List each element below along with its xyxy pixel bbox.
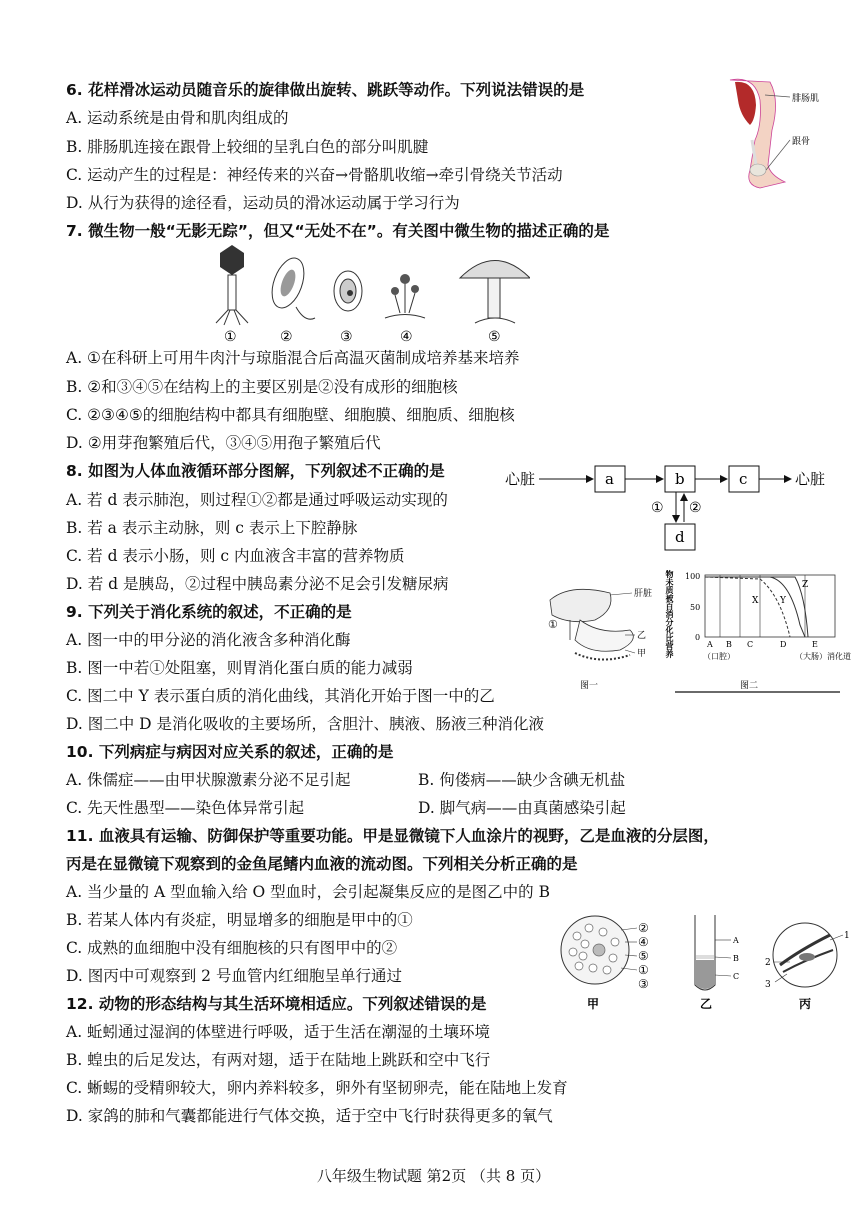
q6-option-c: C. 运动产生的过程是：神经传来的兴奋→骨骼肌收缩→牵引骨绕关节活动 — [66, 166, 563, 184]
q11-option-d: D. 图丙中可观察到 2 号血管内红细胞呈单行通过 — [66, 967, 402, 985]
q7-stem: 7. 微生物一般“无影无踪”，但又“无处不在”。有关图中微生物的描述正确的是 — [66, 222, 610, 240]
q11-stem-2: 丙是在显微镜下观察到的金鱼尾鳍内血液的流动图。下列相关分析正确的是 — [66, 855, 578, 873]
q8-option-a: A. 若 d 表示肺泡，则过程①②都是通过呼吸运动实现的 — [66, 491, 448, 509]
label-gastrocnemius: 腓肠肌 — [792, 93, 820, 103]
blood-num-5: ⑤ — [638, 949, 649, 963]
q11-option-b: B. 若某人体内有炎症，明显增多的细胞是甲中的① — [66, 911, 413, 929]
q6-option-d: D. 从行为获得的途径看，运动员的滑冰运动属于学习行为 — [66, 194, 460, 212]
box-b: b — [675, 470, 685, 488]
q11-option-a: A. 当少量的 A 型血输入给 O 型血时，会引起凝集反应的是图乙中的 B — [66, 883, 550, 901]
microbe-label-3: ③ — [340, 329, 353, 345]
q9-option-a: A. 图一中的甲分泌的消化液含多种消化酶 — [66, 631, 351, 649]
curve-z: Z — [802, 580, 809, 590]
fig2-cat-e: E — [812, 640, 818, 649]
q10-stem: 10. 下列病症与病因对应关系的叙述，正确的是 — [66, 743, 394, 761]
blood-yi-label: 乙 — [700, 997, 713, 1011]
q7-option-b: B. ②和③④⑤在结构上的主要区别是②没有成形的细胞核 — [66, 378, 458, 396]
microbe-label-5: ⑤ — [488, 329, 501, 345]
vessel-3: 3 — [765, 980, 771, 990]
fig2-caption: 图二 — [740, 681, 759, 691]
q8-option-c: C. 若 d 表示小肠，则 c 内血液含丰富的营养物质 — [66, 547, 405, 565]
q10-option-b: B. 佝偻病——缺少含碘无机盐 — [418, 771, 626, 789]
fig2-tick-100: 100 — [685, 572, 701, 581]
fig1-caption: 图一 — [580, 681, 599, 691]
fig1-one: ① — [548, 618, 558, 631]
blood-jia-label: 甲 — [587, 997, 600, 1011]
q10-option-c: C. 先天性愚型——染色体异常引起 — [66, 799, 305, 817]
fig2-colon: （大肠）消化道 — [795, 652, 851, 661]
q7-option-a: A. ①在科研上可用牛肉汁与琼脂混合后高温灭菌制成培养基来培养 — [66, 349, 520, 367]
vessel-1: 1 — [844, 931, 850, 941]
q12-option-d: D. 家鸽的肺和气囊都能进行气体交换，适于空中飞行时获得更多的氧气 — [66, 1107, 553, 1125]
circulation-diagram — [505, 462, 845, 557]
digestion-figures — [540, 565, 860, 700]
q10-option-a: A. 侏儒症——由甲状腺激素分泌不足引起 — [66, 771, 351, 789]
curve-x: X — [752, 596, 759, 606]
curve-y: Y — [780, 596, 786, 606]
fig2-cat-c: C — [747, 640, 754, 649]
heart-left-label: 心脏 — [505, 470, 536, 488]
q9-stem: 9. 下列关于消化系统的叙述，不正确的是 — [66, 603, 352, 621]
q8-option-b: B. 若 a 表示主动脉，则 c 表示上下腔静脉 — [66, 519, 358, 537]
blood-num-1: ① — [638, 963, 649, 977]
q8-option-d: D. 若 d 是胰岛，②过程中胰岛素分泌不足会引发糖尿病 — [66, 575, 449, 593]
q8-stem: 8. 如图为人体血液循环部分图解，下列叙述不正确的是 — [66, 462, 445, 480]
fig2-tick-0: 0 — [695, 633, 701, 642]
microbe-label-1: ① — [224, 329, 237, 345]
q6-option-b: B. 腓肠肌连接在跟骨上较细的呈乳白色的部分叫肌腱 — [66, 138, 429, 156]
process-2: ② — [689, 500, 702, 516]
q9-option-b: B. 图一中若①处阻塞，则胃消化蛋白质的能力减弱 — [66, 659, 413, 677]
box-d: d — [675, 528, 685, 546]
blood-num-4: ④ — [638, 935, 649, 949]
q12-option-a: A. 蚯蚓通过湿润的体壁进行呼吸，适于生活在潮湿的土壤环境 — [66, 1023, 491, 1041]
tube-b: B — [733, 954, 739, 963]
blood-bing-label: 丙 — [799, 997, 812, 1011]
page-footer: 八年级生物试题 第2页 （共 8 页） — [316, 1167, 551, 1185]
tube-a: A — [733, 936, 739, 945]
fig1-yi: 乙 — [637, 631, 647, 641]
q9-option-d: D. 图二中 D 是消化吸收的主要场所，含胆汁、胰液、肠液三种消化液 — [66, 715, 545, 733]
q12-stem: 12. 动物的形态结构与其生活环境相适应。下列叙述错误的是 — [66, 995, 487, 1013]
q9-option-c: C. 图二中 Y 表示蛋白质的消化曲线，其消化开始于图一中的乙 — [66, 687, 495, 705]
tube-c: C — [733, 972, 740, 981]
fig2-ylabel: 物未质被百消分化比营养 — [665, 570, 675, 658]
q7-option-d: D. ②用芽孢繁殖后代，③④⑤用孢子繁殖后代 — [66, 434, 381, 452]
microbes-figure — [210, 243, 530, 345]
fig2-mouth: （口腔） — [703, 652, 735, 661]
box-a: a — [605, 470, 614, 488]
blood-num-3: ③ — [638, 977, 649, 991]
q6-stem: 6. 花样滑冰运动员随音乐的旋律做出旋转、跳跃等动作。下列说法错误的是 — [66, 81, 585, 99]
vessel-2: 2 — [765, 958, 771, 968]
fig2-cat-a: A — [707, 640, 713, 649]
q12-option-b: B. 蝗虫的后足发达，有两对翅，适于在陆地上跳跃和空中飞行 — [66, 1051, 491, 1069]
q6-option-a: A. 运动系统是由骨和肌肉组成的 — [66, 109, 289, 127]
heart-right-label: 心脏 — [795, 470, 826, 488]
fig1-liver: 肝脏 — [634, 589, 653, 599]
fig1-jia: 甲 — [637, 649, 647, 659]
box-c: c — [739, 470, 748, 488]
q11-stem-1: 11. 血液具有运输、防御保护等重要功能。甲是显微镜下人血涂片的视野，乙是血液的分层图， — [66, 827, 719, 845]
fig2-cat-d: D — [780, 640, 787, 649]
blood-figures — [555, 910, 855, 1015]
q10-option-d: D. 脚气病——由真菌感染引起 — [418, 799, 626, 817]
q11-option-c: C. 成熟的血细胞中没有细胞核的只有图甲中的② — [66, 939, 398, 957]
fig2-tick-50: 50 — [690, 603, 701, 612]
fig2-cat-b: B — [726, 640, 732, 649]
process-1: ① — [651, 500, 664, 516]
leg-muscle-figure — [700, 70, 840, 195]
label-calcaneus: 跟骨 — [792, 136, 811, 146]
blood-num-2: ② — [638, 921, 649, 935]
q12-option-c: C. 蜥蜴的受精卵较大，卵内养料较多，卵外有坚韧卵壳，能在陆地上发育 — [66, 1079, 568, 1097]
microbe-label-2: ② — [280, 329, 293, 345]
q7-option-c: C. ②③④⑤的细胞结构中都具有细胞壁、细胞膜、细胞质、细胞核 — [66, 406, 515, 424]
microbe-label-4: ④ — [400, 329, 413, 345]
